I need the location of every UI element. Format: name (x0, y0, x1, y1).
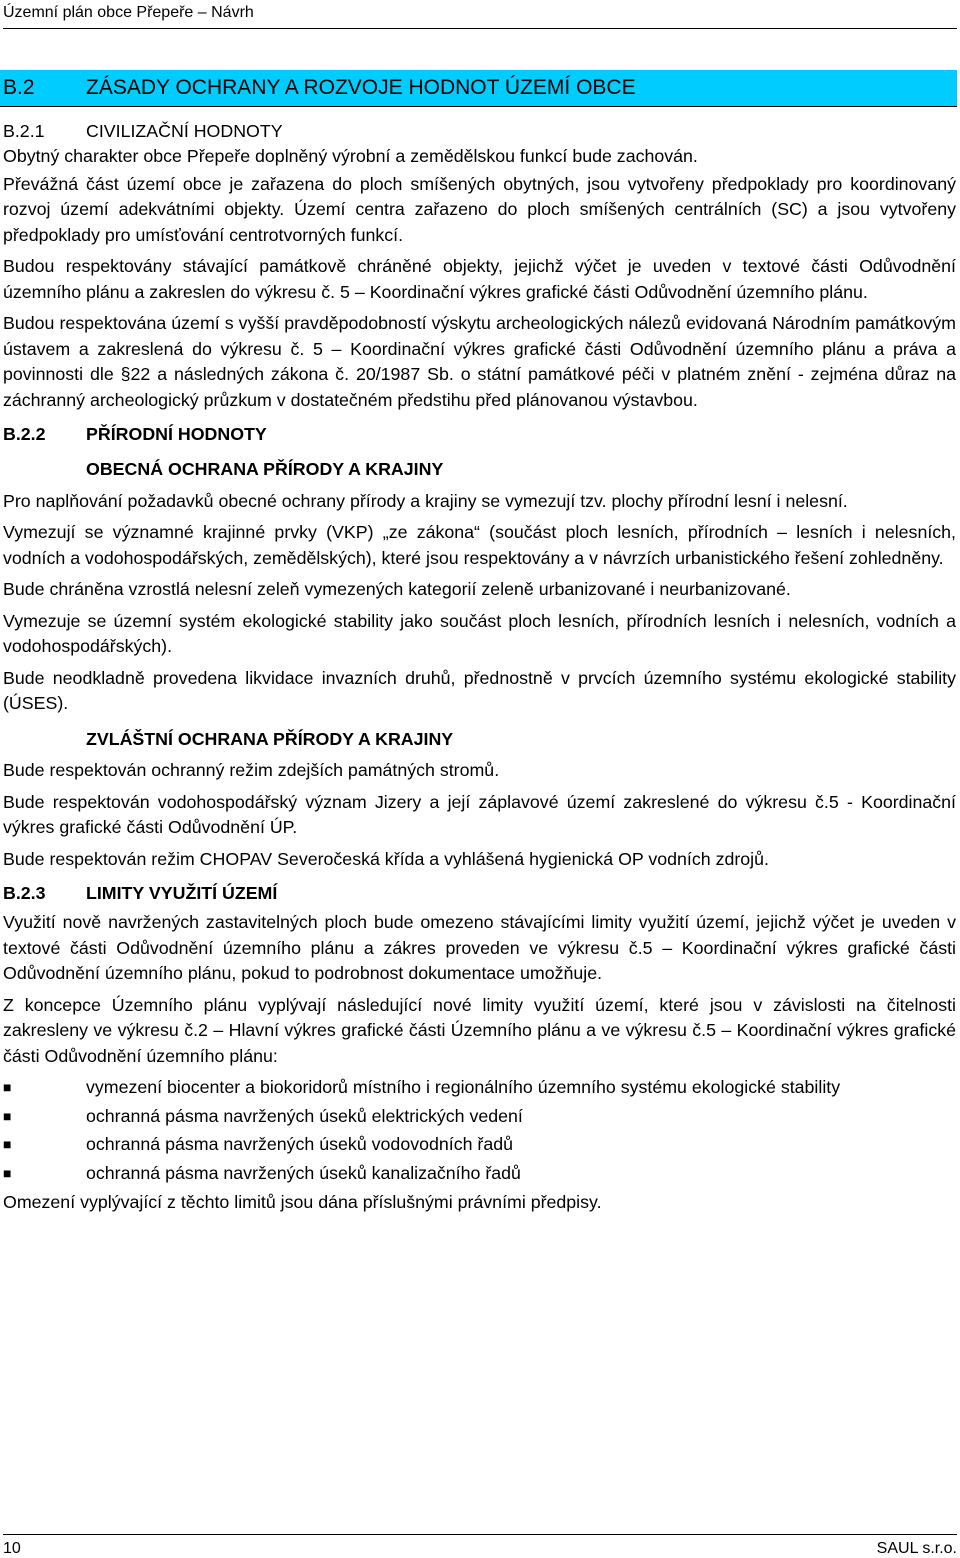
list-item (3, 1161, 956, 1187)
list-item (3, 1104, 956, 1130)
b22-paragraph: Vymezuje se územní systém ekologické stability jako součást ploch lesních, přírodních lesních i nelesních, vodních a vodohospodářských). (3, 610, 956, 656)
heading-b22 (3, 421, 956, 447)
list-item-text: ochranná pásma navržených úseků vodovodních řadů (86, 1134, 514, 1154)
b22-paragraph: Bude chráněna vzrostlá nelesní zeleň vymezených kategorií zeleně urbanizované i neurbanizované. (3, 579, 791, 599)
list-item-text: vymezení biocenter a biokoridorů místního i regionálního územního systému ekologické stability (86, 1077, 841, 1097)
b22-paragraph: Bude respektován režim CHOPAV Severočeská křída a vyhlášená hygienická OP vodních zdrojů. (3, 848, 769, 869)
heading-b23 (3, 880, 956, 906)
b23-closing: Omezení vyplývající z těchto limitů jsou dána příslušnými právními předpisy. (3, 1192, 602, 1212)
list-item (3, 1075, 956, 1101)
b21-paragraph: Budou respektována území s vyšší pravděpodobností výskytu archeologických nálezů evidovaná Národním památkovým ústavem a zakreslená do výkresu č. 5 – Koordinační výkres grafické části Odůvodnění územního plánu a práva a povinnosti dle §22 a následných zákona č. 20/1987 Sb. o státní památkové péči v platném znění - zejména důraz na záchranný archeologický průzkum v dostatečném předstihu před plánovanou výstavbou. (3, 313, 956, 410)
heading-b21 (3, 118, 956, 144)
document-header: Územní plán obce Přepeře – Návrh (3, 4, 254, 21)
b22-paragraph: Bude respektován ochranný režim zdejších památných stromů. (3, 760, 500, 780)
page-number: 10 (3, 1540, 21, 1557)
square-bullet-icon: ■ (3, 1107, 12, 1124)
square-bullet-icon: ■ (3, 1136, 12, 1152)
b21-paragraph: Obytný charakter obce Přepeře doplněný výrobní a zemědělskou funkcí bude zachován. (3, 146, 698, 166)
b22-paragraph: Bude respektován vodohospodářský význam Jizery a její záplavové území zakreslené do výkresu č.5 - Koordinační výkres grafické části Odůvodnění ÚP. (3, 791, 956, 837)
heading-b21-title: CIVILIZAČNÍ HODNOTY (86, 121, 283, 141)
limits-list (3, 1075, 956, 1186)
heading-b21-number: B.2.1 (3, 121, 45, 141)
b21-paragraph: Převážná část území obce je zařazena do ploch smíšených obytných, jsou vytvořeny předpoklady pro koordinovaný rozvoj území adekvátními objekty. Území centra zařazeno do ploch smíšených centrálních (SC) a jsou vytvořeny předpoklady pro umísťování centrotvorných funkcí. (3, 173, 956, 245)
b22-paragraph: Pro naplňování požadavků obecné ochrany přírody a krajiny se vymezují tzv. plochy přírodní lesní i nelesní. (3, 490, 848, 511)
b23-paragraph: Využití nově navržených zastavitelných ploch bude omezeno stávajícími limity využití území, jejichž výčet je uveden v textové části Odůvodnění územního plánu a zákres proveden ve výkresu č.5 – Koordinační výkres grafické části Odůvodnění územního plánu, pokud to podrobnost dokumentace umožňuje. (3, 912, 956, 983)
heading-b23-number: B.2.3 (3, 883, 46, 903)
company-name: SAUL s.r.o. (876, 1540, 957, 1557)
list-item-text: ochranná pásma navržených úseků elektrických vedení (86, 1105, 523, 1126)
b22-paragraph: Bude neodkladně provedena likvidace invazních druhů, přednostně v prvcích územního systému ekologické stability (ÚSES). (3, 667, 956, 713)
heading-b23-title: LIMITY VYUŽITÍ ÚZEMÍ (86, 883, 278, 903)
b23-paragraph: Z koncepce Územního plánu vyplývají následující nové limity využití území, které jsou v závislosti na čitelnosti zakresleny ve výkresu č.2 – Hlavní výkres grafické části Územního plánu a ve výkresu č.5 – Koordinační výkres grafické části Odůvodnění územního plánu: (3, 994, 956, 1066)
subheading-special-protection: ZVLÁŠTNÍ OCHRANA PŘÍRODY A KRAJINY (86, 728, 454, 749)
footer-divider (3, 1534, 957, 1535)
b22-paragraph: Vymezují se významné krajinné prvky (VKP) „ze zákona“ (součást ploch lesních, přírodních – lesních i nelesních, vodních a vodohospodářských, zemědělských), které jsou respektovány a v návrzích urbanistického řešení zohledněny. (3, 522, 956, 568)
square-bullet-icon: ■ (3, 1164, 12, 1181)
heading-b22-title: PŘÍRODNÍ HODNOTY (86, 424, 267, 444)
header-divider (3, 28, 957, 29)
list-item-text: ochranná pásma navržených úseků kanalizačního řadů (86, 1162, 521, 1183)
list-item (3, 1132, 956, 1158)
heading-b22-number: B.2.2 (3, 424, 46, 444)
subheading-general-protection: OBECNÁ OCHRANA PŘÍRODY A KRAJINY (86, 459, 444, 479)
square-bullet-icon: ■ (3, 1079, 12, 1095)
section-b2-title: ZÁSADY OCHRANY A ROZVOJE HODNOT ÚZEMÍ OBCE (86, 76, 636, 99)
section-b2-bar (0, 70, 957, 107)
document-body (3, 118, 956, 1222)
section-b2-number: B.2 (3, 76, 35, 99)
b21-paragraph: Budou respektovány stávající památkově chráněné objekty, jejichž výčet je uveden v textové části Odůvodnění územního plánu a zakreslen do výkresu č. 5 – Koordinační výkres grafické části Odůvodnění územního plánu. (3, 256, 956, 302)
